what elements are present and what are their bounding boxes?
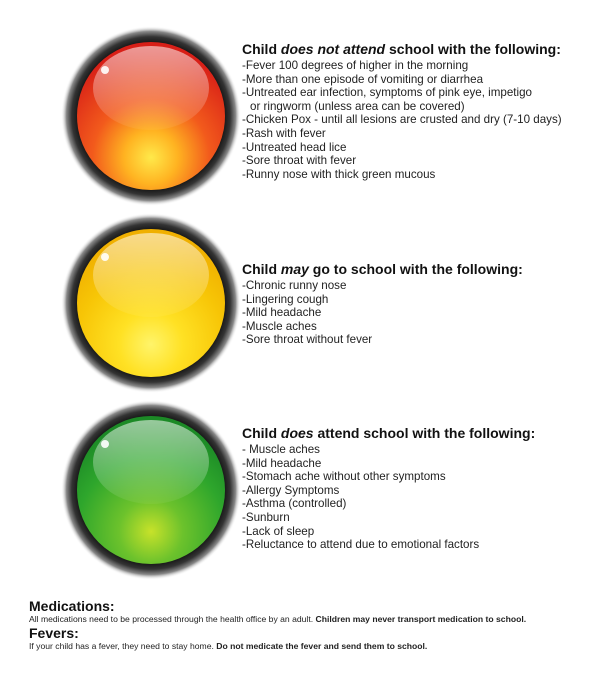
list-item: -More than one episode of vomiting or diarrhea: [242, 72, 484, 86]
heading-prefix: Child: [242, 425, 281, 441]
list-item: -Sore throat without fever: [242, 333, 373, 347]
heading-suffix: attend school with the following:: [313, 425, 536, 441]
fevers-body: If your child has a fever, they need to stay home.: [29, 641, 217, 651]
medications-body: All medications need to be processed through the health office by an adult.: [29, 614, 316, 624]
medications-text: [29, 614, 589, 625]
list-item: -Runny nose with thick green mucous: [242, 167, 436, 181]
list-item: -Muscle aches: [242, 319, 317, 333]
heading-emphasis: may: [280, 261, 309, 277]
list-item: -Chicken Pox - until all lesions are crusted and dry (7-10 days): [242, 113, 562, 127]
medications-note: [29, 598, 589, 625]
list-item: -Sunburn: [242, 510, 290, 524]
section-heading: [242, 425, 592, 442]
list-item: -Fever 100 degrees of higher in the morning: [242, 59, 469, 72]
list-item: or ringworm (unless area can be covered): [250, 99, 465, 113]
heading-emphasis: does: [280, 425, 314, 441]
list-item: -Asthma (controlled): [242, 497, 347, 511]
list-item: -Stomach ache without other symptoms: [242, 470, 446, 484]
list-item: -Chronic runny nose: [242, 279, 347, 292]
symptom-list: [242, 279, 592, 347]
list-item: -Allergy Symptoms: [242, 483, 340, 497]
does-attend-section: [242, 425, 592, 552]
list-item: -Reluctance to attend due to emotional factors: [242, 538, 480, 552]
list-item: - Muscle aches: [242, 443, 320, 456]
section-heading: [242, 261, 592, 278]
list-item: -Sore throat with fever: [242, 154, 357, 168]
list-item: -Untreated head lice: [242, 140, 347, 154]
symptom-list: [242, 59, 592, 181]
heading-emphasis: does not attend: [280, 41, 386, 57]
fevers-warning: Do not medicate the fever and send them to school.: [216, 641, 428, 651]
list-item: -Mild headache: [242, 456, 322, 470]
fevers-note: [29, 625, 589, 652]
list-item: -Rash with fever: [242, 126, 326, 140]
green-traffic-light-icon: [61, 400, 241, 580]
heading-prefix: Child: [242, 261, 281, 277]
heading-suffix: go to school with the following:: [308, 261, 523, 277]
list-item: -Lingering cough: [242, 292, 329, 306]
medications-title: Medications:: [29, 598, 115, 614]
fevers-title: Fevers:: [29, 625, 79, 641]
list-item: -Untreated ear infection, symptoms of pink eye, impetigo: [242, 86, 532, 100]
heading-suffix: school with the following:: [385, 41, 561, 57]
yellow-traffic-light-icon: [61, 213, 241, 393]
red-traffic-light-icon: [61, 26, 241, 206]
fevers-text: [29, 641, 589, 652]
list-item: -Lack of sleep: [242, 524, 315, 538]
section-heading: [242, 41, 592, 58]
does-not-attend-section: [242, 41, 592, 181]
may-attend-section: [242, 261, 592, 347]
heading-prefix: Child: [242, 41, 281, 57]
list-item: -Mild headache: [242, 306, 322, 320]
medications-warning: Children may never transport medication to school.: [315, 614, 527, 624]
symptom-list: [242, 443, 592, 552]
